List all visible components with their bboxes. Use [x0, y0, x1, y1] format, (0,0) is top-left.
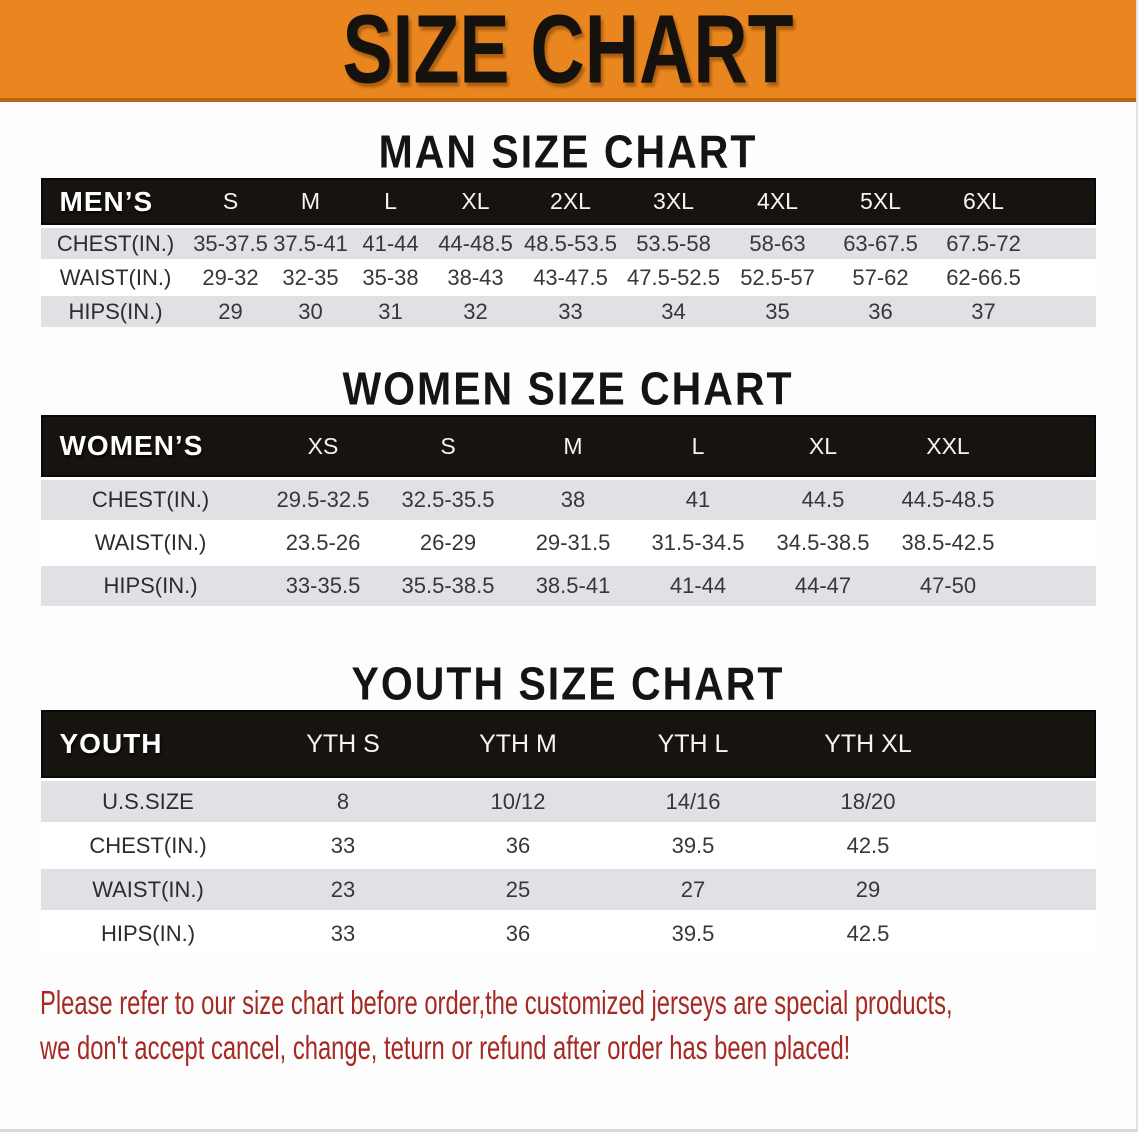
- value-cell: 32: [431, 293, 521, 327]
- men-size-table: [41, 178, 1096, 327]
- size-col-header: 2XL: [521, 178, 621, 225]
- man-size-chart-heading: MAN SIZE CHART: [378, 126, 758, 178]
- value-cell: 63-67.5: [829, 225, 933, 259]
- value-cell: 8: [256, 778, 431, 822]
- value-cell: 33-35.5: [261, 563, 386, 606]
- value-cell: 33: [256, 910, 431, 954]
- row-label: HIPS(IN.): [41, 293, 191, 327]
- men-header-row: [41, 178, 1096, 225]
- disclaimer-line-1: Please refer to our size chart before order,the customized jerseys are special products,: [40, 984, 953, 1021]
- size-col-header: YTH XL: [781, 710, 956, 778]
- value-cell: 33: [521, 293, 621, 327]
- value-cell: 47-50: [886, 563, 1011, 606]
- row-label: HIPS(IN.): [41, 563, 261, 606]
- banner: [0, 0, 1136, 102]
- value-cell: 32.5-35.5: [386, 477, 511, 520]
- men-hips-row: [41, 293, 1096, 327]
- value-cell: 26-29: [386, 520, 511, 563]
- spacer-cell: [956, 822, 1096, 866]
- size-col-header: YTH M: [431, 710, 606, 778]
- women-table-label: WOMEN’S: [41, 415, 261, 477]
- value-cell: 37.5-41: [271, 225, 351, 259]
- women-header-row: [41, 415, 1096, 477]
- value-cell: 29-31.5: [511, 520, 636, 563]
- size-col-header: 3XL: [621, 178, 727, 225]
- value-cell: 37: [933, 293, 1035, 327]
- size-col-header: 4XL: [727, 178, 829, 225]
- spacer-cell: [956, 866, 1096, 910]
- value-cell: 10/12: [431, 778, 606, 822]
- spacer-cell: [956, 778, 1096, 822]
- size-col-header: M: [271, 178, 351, 225]
- value-cell: 27: [606, 866, 781, 910]
- youth-table-label: YOUTH: [41, 710, 256, 778]
- men-waist-row: [41, 259, 1096, 293]
- women-size-table: [41, 415, 1096, 606]
- size-col-header: YTH S: [256, 710, 431, 778]
- value-cell: 36: [829, 293, 933, 327]
- size-col-header: M: [511, 415, 636, 477]
- row-label: WAIST(IN.): [41, 520, 261, 563]
- disclaimer-line-2: we don't accept cancel, change, teturn or refund after order has been placed!: [40, 1029, 851, 1066]
- row-label: U.S.SIZE: [41, 778, 256, 822]
- youth-size-table: [41, 710, 1096, 954]
- value-cell: 36: [431, 822, 606, 866]
- value-cell: 23: [256, 866, 431, 910]
- youth-hips-row: [41, 910, 1096, 954]
- value-cell: 41-44: [351, 225, 431, 259]
- size-col-header: 5XL: [829, 178, 933, 225]
- value-cell: 35: [727, 293, 829, 327]
- size-col-header: XL: [761, 415, 886, 477]
- value-cell: 23.5-26: [261, 520, 386, 563]
- size-col-header: L: [351, 178, 431, 225]
- value-cell: 36: [431, 910, 606, 954]
- value-cell: 25: [431, 866, 606, 910]
- women-waist-row: [41, 520, 1096, 563]
- size-col-header: S: [386, 415, 511, 477]
- men-chest-row: [41, 225, 1096, 259]
- women-size-chart-heading: WOMEN SIZE CHART: [342, 363, 794, 415]
- value-cell: 58-63: [727, 225, 829, 259]
- women-hips-row: [41, 563, 1096, 606]
- value-cell: 31.5-34.5: [636, 520, 761, 563]
- spacer-cell: [1035, 259, 1096, 293]
- disclaimer: [0, 980, 1136, 1070]
- youth-chest-row: [41, 822, 1096, 866]
- women-chest-row: [41, 477, 1096, 520]
- value-cell: 34: [621, 293, 727, 327]
- row-label: CHEST(IN.): [41, 477, 261, 520]
- value-cell: 34.5-38.5: [761, 520, 886, 563]
- value-cell: 41: [636, 477, 761, 520]
- row-label: CHEST(IN.): [41, 225, 191, 259]
- value-cell: 29-32: [191, 259, 271, 293]
- value-cell: 44.5: [761, 477, 886, 520]
- row-label: CHEST(IN.): [41, 822, 256, 866]
- size-col-header: XXL: [886, 415, 1011, 477]
- value-cell: 14/16: [606, 778, 781, 822]
- men-table-label: MEN’S: [41, 178, 191, 225]
- value-cell: 38: [511, 477, 636, 520]
- value-cell: 53.5-58: [621, 225, 727, 259]
- value-cell: 29: [191, 293, 271, 327]
- value-cell: 32-35: [271, 259, 351, 293]
- value-cell: 31: [351, 293, 431, 327]
- spacer-cell: [1035, 178, 1096, 225]
- value-cell: 35.5-38.5: [386, 563, 511, 606]
- value-cell: 48.5-53.5: [521, 225, 621, 259]
- value-cell: 33: [256, 822, 431, 866]
- spacer-cell: [1011, 415, 1096, 477]
- spacer-cell: [1011, 477, 1096, 520]
- youth-waist-row: [41, 866, 1096, 910]
- value-cell: 38.5-41: [511, 563, 636, 606]
- row-label: WAIST(IN.): [41, 259, 191, 293]
- value-cell: 52.5-57: [727, 259, 829, 293]
- spacer-cell: [1011, 520, 1096, 563]
- value-cell: 39.5: [606, 910, 781, 954]
- value-cell: 38.5-42.5: [886, 520, 1011, 563]
- value-cell: 67.5-72: [933, 225, 1035, 259]
- youth-ussize-row: [41, 778, 1096, 822]
- banner-title: SIZE CHART: [342, 0, 794, 104]
- value-cell: 38-43: [431, 259, 521, 293]
- value-cell: 44-47: [761, 563, 886, 606]
- size-col-header: L: [636, 415, 761, 477]
- value-cell: 29: [781, 866, 956, 910]
- row-label: WAIST(IN.): [41, 866, 256, 910]
- value-cell: 43-47.5: [521, 259, 621, 293]
- value-cell: 18/20: [781, 778, 956, 822]
- value-cell: 41-44: [636, 563, 761, 606]
- size-col-header: YTH L: [606, 710, 781, 778]
- value-cell: 42.5: [781, 910, 956, 954]
- spacer-cell: [1035, 225, 1096, 259]
- spacer-cell: [956, 910, 1096, 954]
- value-cell: 44.5-48.5: [886, 477, 1011, 520]
- spacer-cell: [956, 710, 1096, 778]
- value-cell: 44-48.5: [431, 225, 521, 259]
- value-cell: 39.5: [606, 822, 781, 866]
- value-cell: 42.5: [781, 822, 956, 866]
- value-cell: 35-37.5: [191, 225, 271, 259]
- size-col-header: XS: [261, 415, 386, 477]
- value-cell: 29.5-32.5: [261, 477, 386, 520]
- size-col-header: XL: [431, 178, 521, 225]
- size-col-header: S: [191, 178, 271, 225]
- size-col-header: 6XL: [933, 178, 1035, 225]
- value-cell: 47.5-52.5: [621, 259, 727, 293]
- row-label: HIPS(IN.): [41, 910, 256, 954]
- spacer-cell: [1035, 293, 1096, 327]
- youth-header-row: [41, 710, 1096, 778]
- value-cell: 62-66.5: [933, 259, 1035, 293]
- value-cell: 57-62: [829, 259, 933, 293]
- value-cell: 30: [271, 293, 351, 327]
- value-cell: 35-38: [351, 259, 431, 293]
- spacer-cell: [1011, 563, 1096, 606]
- youth-size-chart-heading: YOUTH SIZE CHART: [351, 658, 785, 710]
